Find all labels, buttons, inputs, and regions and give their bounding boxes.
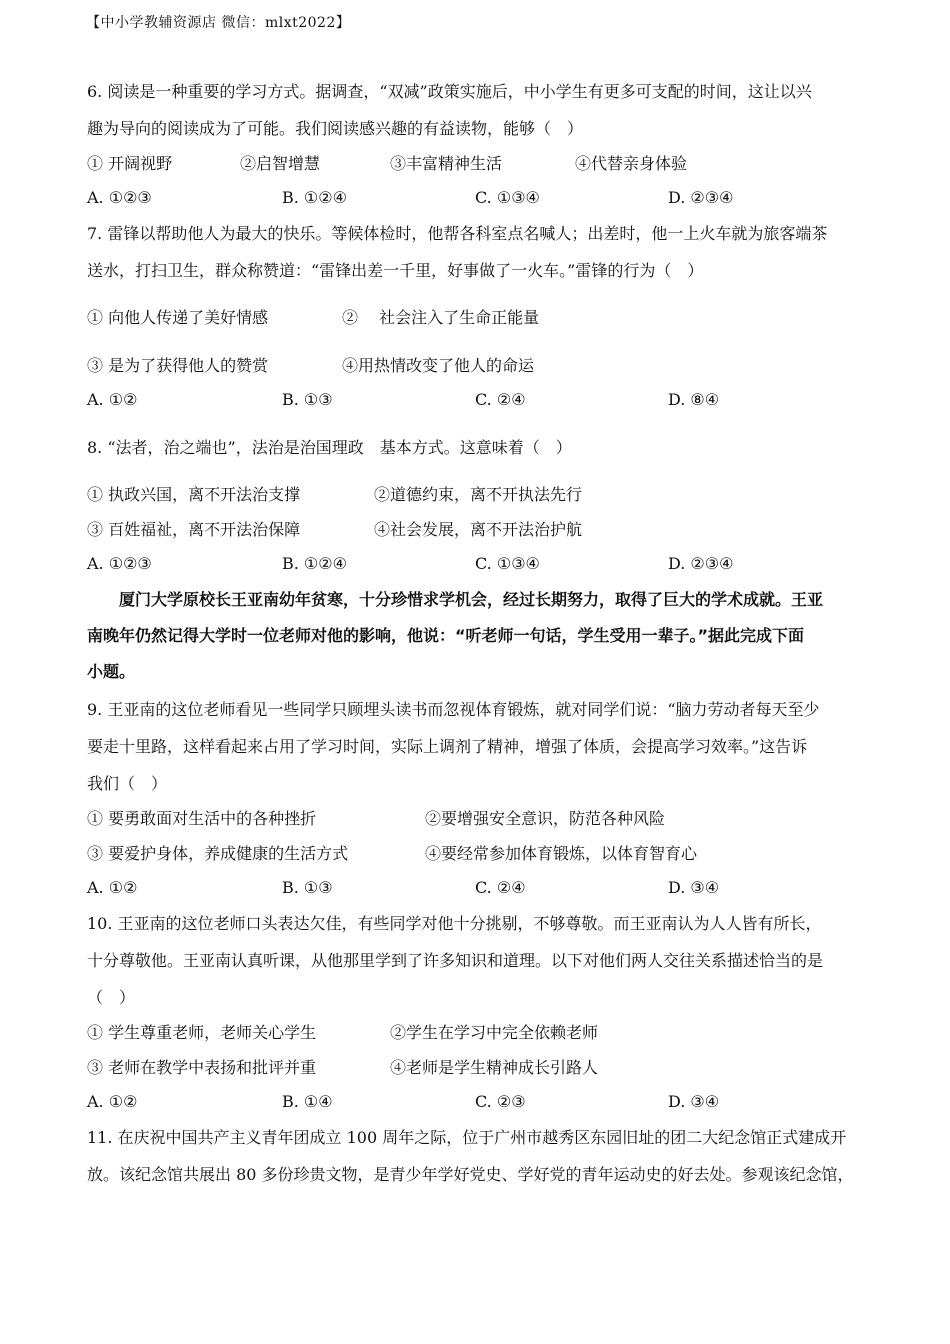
q7-item-4: ④用热情改变了他人的命运	[342, 356, 535, 375]
q8-choice-a: A. ①②③	[87, 554, 152, 573]
q8-item-3: ③ 百姓福祉，离不开法治保障	[87, 520, 301, 539]
q10-stem-line1: 10. 王亚南的这位老师口头表达欠佳，有些同学对他十分挑剔，不够尊敬。而王亚南认为人人皆有所长，	[87, 914, 822, 933]
q9-item-3: ③ 要爱护身体，养成健康的生活方式	[87, 844, 349, 863]
q7-choice-c: C. ②④	[475, 390, 526, 409]
q7-stem-line2: 送水，打扫卫生，群众称赞道：“雷锋出差一千里，好事做了一火车。”雷锋的行为（ ）	[87, 261, 704, 280]
q10-choice-c: C. ②③	[475, 1092, 526, 1111]
q7-item-1: ① 向他人传递了美好情感	[87, 308, 269, 327]
q7-item-3: ③ 是为了获得他人的赞赏	[87, 356, 269, 375]
q8-stem-line1: 8. “法者，治之端也”，法治是治国理政 基本方式。这意味着（ ）	[87, 438, 572, 457]
q9-choice-a: A. ①②	[87, 878, 138, 897]
q9-item-4: ④要经常参加体育锻炼，以体育智育心	[425, 844, 698, 863]
passage-line1: 厦门大学原校长王亚南幼年贫寒，十分珍惜求学机会，经过长期努力，取得了巨大的学术成就。王亚	[119, 590, 824, 609]
q8-choice-c: C. ①③④	[475, 554, 540, 573]
q6-choice-a: A. ①②③	[87, 188, 152, 207]
passage-line3: 小题。	[87, 662, 136, 681]
q10-stem-line3: （ ）	[87, 988, 136, 1007]
q11-stem-line2: 放。该纪念馆共展出 80 多份珍贵文物，是青少年学好党史、学好党的青年运动史的好去处。参观该纪念馆，	[87, 1165, 854, 1184]
q9-choice-c: C. ②④	[475, 878, 526, 897]
q10-choice-a: A. ①②	[87, 1092, 138, 1111]
q9-item-1: ① 要勇敢面对生活中的各种挫折	[87, 809, 317, 828]
q7-stem-line1: 7. 雷锋以帮助他人为最大的快乐。等候体检时，他帮各科室点名喊人；出差时，他一上火车就为旅客端茶	[87, 224, 828, 243]
q6-stem-line1: 6. 阅读是一种重要的学习方式。据调查，“双减”政策实施后，中小学生有更多可支配的时间，这让以兴	[87, 82, 812, 101]
q6-item-4: ④代替亲身体验	[575, 154, 688, 173]
q7-choice-d: D. ⑧④	[668, 390, 720, 409]
q10-stem-line2: 十分尊敬他。王亚南认真听课，从他那里学到了许多知识和道理。以下对他们两人交往关系描述恰当的是	[87, 951, 824, 970]
q6-item-3: ③丰富精神生活	[390, 154, 503, 173]
q10-choice-b: B. ①④	[282, 1092, 333, 1111]
q8-choice-b: B. ①②④	[282, 554, 347, 573]
q6-choice-d: D. ②③④	[668, 188, 734, 207]
q7-choice-b: B. ①③	[282, 390, 333, 409]
q10-item-3: ③ 老师在教学中表扬和批评并重	[87, 1058, 317, 1077]
q7-choice-a: A. ①②	[87, 390, 138, 409]
page-header: 【中小学教辅资源店 微信：mlxt2022】	[86, 15, 351, 31]
q6-item-1: ① 开阔视野	[87, 154, 173, 173]
q9-stem-line3: 我们（ ）	[87, 774, 168, 793]
q10-item-1: ① 学生尊重老师，老师关心学生	[87, 1023, 317, 1042]
q8-item-4: ④社会发展，离不开法治护航	[374, 520, 583, 539]
q11-stem-line1: 11. 在庆祝中国共产主义青年团成立 100 周年之际，位于广州市越秀区东园旧址的团二大纪念馆正式建成开	[87, 1128, 847, 1147]
q9-item-2: ②要增强安全意识，防范各种风险	[425, 809, 666, 828]
q9-stem-line2: 要走十里路，这样看起来占用了学习时间，实际上调剂了精神，增强了体质，会提高学习效率。”这告诉	[87, 737, 808, 756]
q10-item-4: ④老师是学生精神成长引路人	[390, 1058, 599, 1077]
q6-stem-line2: 趣为导向的阅读成为了可能。我们阅读感兴趣的有益读物，能够（ ）	[87, 119, 584, 138]
q9-choice-d: D. ③④	[668, 878, 720, 897]
q10-item-2: ②学生在学习中完全依赖老师	[390, 1023, 599, 1042]
q10-choice-d: D. ③④	[668, 1092, 720, 1111]
q6-choice-c: C. ①③④	[475, 188, 540, 207]
q7-item-2: ② 社会注入了生命正能量	[342, 308, 540, 327]
q8-choice-d: D. ②③④	[668, 554, 734, 573]
q8-item-1: ① 执政兴国，离不开法治支撑	[87, 485, 301, 504]
q9-stem-line1: 9. 王亚南的这位老师看见一些同学只顾埋头读书而忽视体育锻炼，就对同学们说：“脑力劳动者每天至少	[87, 700, 820, 719]
q8-item-2: ②道德约束，离不开执法先行	[374, 485, 583, 504]
q6-item-2: ②启智增慧	[240, 154, 321, 173]
q6-choice-b: B. ①②④	[282, 188, 347, 207]
q9-choice-b: B. ①③	[282, 878, 333, 897]
passage-line2: 南晚年仍然记得大学时一位老师对他的影响，他说：“听老师一句话，学生受用一辈子。”据此完成下面	[87, 626, 805, 645]
